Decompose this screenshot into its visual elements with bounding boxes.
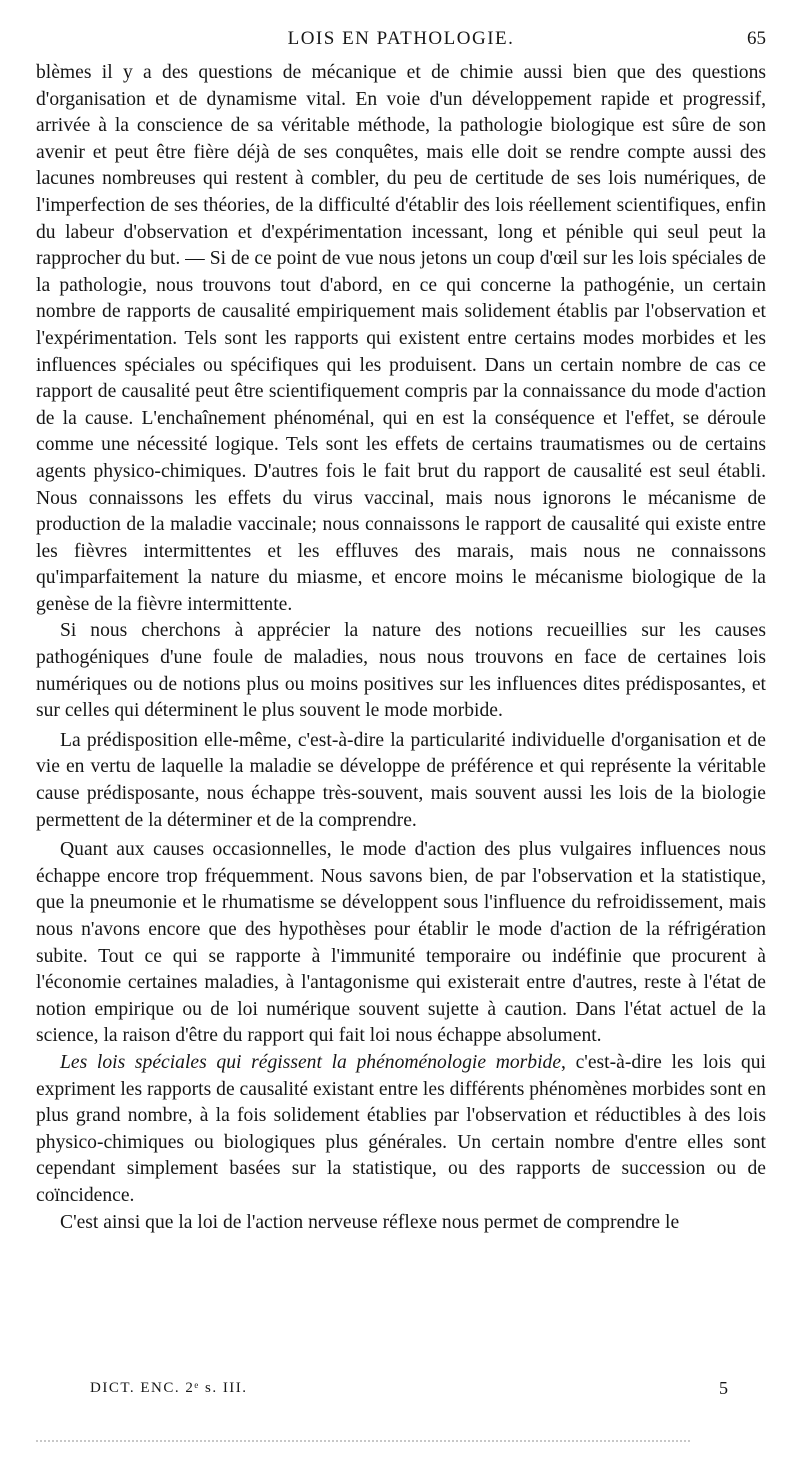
page-header: [36, 28, 766, 58]
paragraph-text: Quant aux causes occasionnelles, le mode d'action des plus vulgaires influences nous échappe encore trop fréquemment. Nous savons bien, de par l'observation et la statistique, que la pneumonie et le rhumatisme se développent sous l'influence du refroidissement, mais nous n'avons encore que des hypothèses pour établir le mode d'action de la réfrigération subite. Tout ce qui se rapporte à l'immunité temporaire ou indéfinie que procurent à l'économie certaines maladies, à l'antagonisme qui existerait entre d'autres, reste à l'état de notion empirique ou de loi numérique souvent sujette à caution. Dans l'état actuel de la science, la raison d'être du rapport qui fait loi nous échappe absolument.: [36, 839, 766, 1047]
paragraph-text: La prédisposition elle-même, c'est-à-dire la particularité individuelle d'organisation et de vie en vertu de laquelle la maladie se développe de préférence et qui représente la véritable cause prédisposante, nous échappe très-souvent, mais souvent aussi les lois de la biologie permettent de la déterminer et de la comprendre.: [36, 729, 766, 831]
paragraph-text: Si nous cherchons à apprécier la nature des notions recueillies sur les causes pathogéniques d'une foule de maladies, nous nous trouvons en face de certaines lois numériques ou de notions plus ou moins positives sur les influences dites prédisposantes, et sur celles qui déterminent le plus souvent le mode morbide.: [36, 620, 766, 722]
italic-lead: Les lois spéciales qui régissent la phénoménologie morbide: [60, 1051, 562, 1073]
body-text: [36, 60, 766, 1236]
paragraph-text: , c'est-à-dire les lois qui expriment les rapports de causalité existant entre les différents phénomènes morbides sont en plus grand nombre, à la fois solidement établies par l'observation et réductibles à des lois physico-chimiques ou biologiques plus générales. Un certain nombre d'entre elles sont cependant simplement basées sur la statistique, ou des rapports de succession ou de coïncidence.: [36, 1051, 766, 1206]
paragraph-lois-speciales: [36, 1050, 766, 1210]
print-bleed-line: [36, 1440, 690, 1444]
page-footer: [36, 1378, 766, 1404]
paragraph-causes-occasionnelles: [36, 837, 766, 1050]
running-title: LOIS EN PATHOLOGIE.: [287, 28, 515, 49]
signature-mark: DICT. ENC. 2ᵉ s. III.: [90, 1380, 248, 1396]
paragraph-continuation: [36, 60, 766, 618]
paragraph-text: C'est ainsi que la loi de l'action nerveuse réflexe nous permet de comprendre le: [60, 1211, 680, 1233]
sheet-number: 5: [719, 1378, 728, 1398]
paragraph-causes-pathogeniques: [36, 618, 766, 724]
paragraph-action-reflexe: [36, 1210, 766, 1237]
page-number: 65: [747, 28, 766, 49]
paragraph-predisposition: [36, 728, 766, 834]
paragraph-text: blèmes il y a des questions de mécanique et de chimie aussi bien que des questions d'organisation et de dynamisme vital. En voie d'un développement rapide et progressif, arrivée à la conscience de sa véritable méthode, la pathologie biologique est sûre de son avenir et peut être fière déjà de ses conquêtes, mais elle doit se rendre compte aussi des lacunes nombreuses qui restent à combler, du peu de certitude de ses lois numériques, de l'imperfection de ses théories, de la difficulté d'établir des lois réellement scientifiques, enfin du labeur d'observation et d'expérimentation incessant, long et pénible qui seul peut la rapprocher du but. — Si de ce point de vue nous jetons un coup d'œil sur les lois spéciales de la pathologie, nous trouvons tout d'abord, en ce qui concerne la pathogénie, un certain nombre de rapports de causalité empiriquement mais solidement établis par l'observation et l'expérimentation. Tels sont les rapports qui existent entre certains modes morbides et les influences spéciales ou spécifiques qui les produisent. Dans un certain nombre de cas ce rapport de causalité peut être scientifiquement compris par la connaissance du mode d'action de la cause. L'enchaînement phénoménal, qui en est la conséquence et l'effet, se déroule comme une nécessité logique. Tels sont les effets de certains traumatismes ou de certains agents physico-chimiques. D'autres fois le fait brut du rapport de causalité est seul établi. Nous connaissons les effets du virus vaccinal, mais nous ignorons le mécanisme de production de la maladie vaccinale; nous connaissons le rapport de causalité qui existe entre les fièvres intermittentes et les effluves des marais, mais nous ne connaissons qu'imparfaitement la nature du miasme, et encore moins le mécanisme biologique de la genèse de la fièvre intermittente.: [36, 62, 766, 615]
